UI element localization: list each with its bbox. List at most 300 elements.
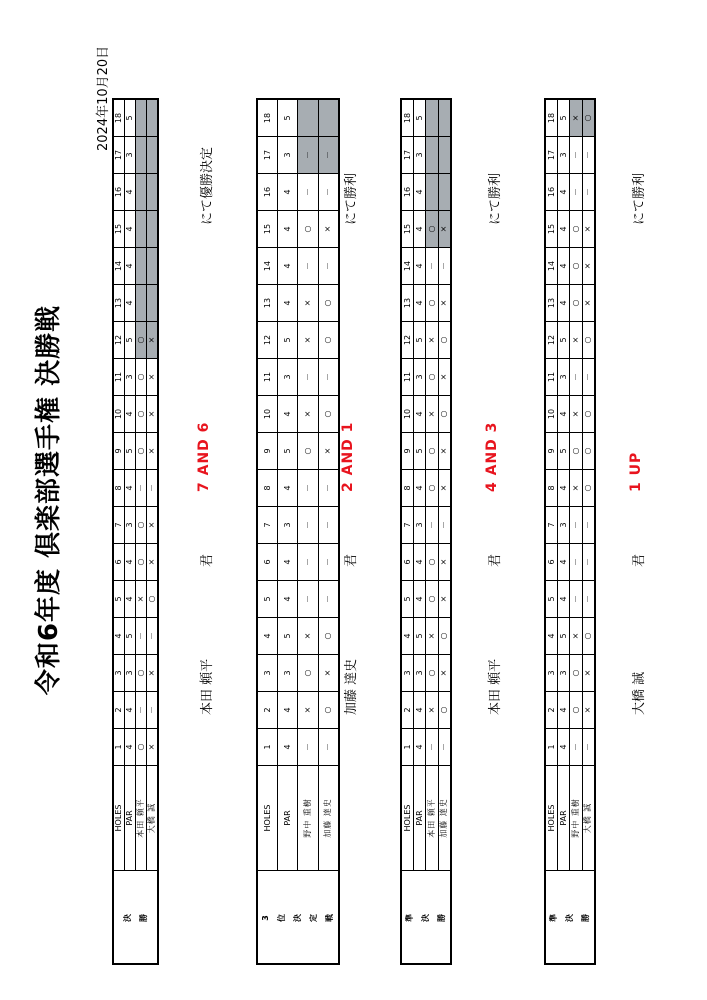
player-name: 加藤 達史: [438, 766, 451, 871]
par-value: 5: [125, 322, 136, 359]
hole-number: 8: [257, 470, 278, 507]
hole-result: －: [570, 507, 582, 544]
hole-number: 3: [401, 655, 414, 692]
hole-result: ×: [298, 322, 318, 359]
hole-number: 6: [113, 544, 125, 581]
hole-result: －: [438, 729, 451, 766]
hole-number: 18: [401, 99, 414, 137]
hole-result: ×: [318, 433, 339, 470]
par-value: 3: [125, 507, 136, 544]
hole-number: 7: [113, 507, 125, 544]
hole-number: 16: [113, 174, 125, 211]
par-value: 4: [278, 248, 298, 285]
hole-number: 13: [401, 285, 414, 322]
hole-result: [147, 174, 159, 211]
hole-result: －: [318, 470, 339, 507]
par-value: 4: [278, 211, 298, 248]
hole-result: ×: [438, 285, 451, 322]
hole-result: ○: [426, 211, 438, 248]
hole-number: 5: [113, 581, 125, 618]
hole-result: －: [318, 581, 339, 618]
hole-number: 1: [545, 729, 558, 766]
par-value: 4: [558, 396, 570, 433]
hole-result: ○: [582, 618, 595, 655]
hole-result: －: [438, 248, 451, 285]
hole-result: ○: [426, 285, 438, 322]
hole-result: ○: [426, 359, 438, 396]
hole-result: －: [298, 581, 318, 618]
hole-number: 2: [257, 692, 278, 729]
par-value: 5: [558, 322, 570, 359]
par-value: 4: [125, 396, 136, 433]
hole-result: －: [318, 359, 339, 396]
hole-number: 18: [257, 99, 278, 137]
hole-result: ×: [438, 211, 451, 248]
hole-result: －: [426, 729, 438, 766]
par-value: 3: [558, 507, 570, 544]
hole-result: ○: [136, 433, 147, 470]
par-value: 4: [125, 174, 136, 211]
hole-result: ○: [570, 248, 582, 285]
winner-name: 本田 頼平: [200, 658, 215, 715]
hole-result: －: [298, 544, 318, 581]
hole-result: [318, 99, 339, 137]
par-value: 3: [125, 655, 136, 692]
hole-result: [136, 248, 147, 285]
hole-result: ○: [426, 433, 438, 470]
par-value: 4: [558, 285, 570, 322]
honorific: 君: [344, 553, 359, 567]
hole-result: [136, 211, 147, 248]
hole-number: 2: [113, 692, 125, 729]
hole-number: 9: [257, 433, 278, 470]
par-value: 5: [278, 433, 298, 470]
player-name: 加藤 達史: [318, 766, 339, 871]
hole-result: ×: [136, 581, 147, 618]
hole-result: ×: [570, 618, 582, 655]
par-value: 4: [558, 174, 570, 211]
hole-result: －: [318, 248, 339, 285]
hole-number: 13: [545, 285, 558, 322]
hole-result: －: [318, 137, 339, 174]
par-value: 3: [414, 507, 426, 544]
hole-number: 1: [113, 729, 125, 766]
hole-result: ×: [582, 248, 595, 285]
hole-result: ○: [136, 507, 147, 544]
hole-number: 15: [545, 211, 558, 248]
hole-result: －: [426, 507, 438, 544]
hole-result: ○: [298, 433, 318, 470]
hole-result: ×: [582, 211, 595, 248]
hole-result: ○: [570, 433, 582, 470]
player-name: 野中 重樹: [298, 766, 318, 871]
hole-result: ×: [298, 692, 318, 729]
hole-number: 14: [113, 248, 125, 285]
par-value: 4: [278, 470, 298, 507]
hole-result: [136, 174, 147, 211]
player-row: [318, 99, 339, 964]
hole-result: ×: [438, 544, 451, 581]
hole-result: [438, 137, 451, 174]
hole-result: ×: [582, 655, 595, 692]
hole-result: [147, 99, 159, 137]
match-scorecard: [400, 98, 452, 965]
winner-name: 加藤 達史: [344, 658, 359, 715]
par-value: 5: [125, 99, 136, 137]
hole-result: －: [582, 174, 595, 211]
par-value: 3: [558, 655, 570, 692]
hole-number: 3: [545, 655, 558, 692]
result-note: にて勝利: [344, 172, 359, 225]
page-title: 令和6年度 倶楽部選手権 決勝戦: [34, 304, 64, 696]
honorific: 君: [632, 553, 647, 567]
hole-result: －: [136, 618, 147, 655]
hole-result: －: [318, 507, 339, 544]
par-value: 4: [414, 581, 426, 618]
holes-label: HOLES: [545, 766, 558, 871]
hole-result: ×: [582, 285, 595, 322]
hole-number: 10: [401, 396, 414, 433]
hole-result: ○: [318, 692, 339, 729]
hole-result: ×: [147, 729, 159, 766]
hole-result: ○: [570, 285, 582, 322]
par-value: 4: [125, 211, 136, 248]
hole-result: －: [298, 470, 318, 507]
par-value: 3: [414, 655, 426, 692]
hole-result: －: [318, 729, 339, 766]
match-category: 準 決 勝: [545, 871, 595, 965]
par-value: 5: [414, 99, 426, 137]
hole-number: 18: [545, 99, 558, 137]
hole-result: ○: [136, 544, 147, 581]
hole-number: 10: [257, 396, 278, 433]
hole-result: －: [136, 470, 147, 507]
hole-result: [426, 174, 438, 211]
par-value: 4: [125, 692, 136, 729]
match-block: [400, 38, 503, 965]
match-scorecard: [256, 98, 340, 965]
holes-label: HOLES: [401, 766, 414, 871]
hole-result: ×: [570, 470, 582, 507]
hole-result: [147, 211, 159, 248]
par-value: 3: [278, 137, 298, 174]
player-row: [426, 99, 438, 964]
hole-number: 9: [401, 433, 414, 470]
player-row: [438, 99, 451, 964]
par-value: 4: [414, 174, 426, 211]
hole-number: 8: [401, 470, 414, 507]
hole-result: ×: [147, 544, 159, 581]
match-score: 7 AND 6: [196, 421, 212, 492]
hole-number: 12: [257, 322, 278, 359]
hole-result: ×: [147, 433, 159, 470]
hole-number: 16: [545, 174, 558, 211]
par-value: 4: [414, 211, 426, 248]
par-value: 3: [558, 137, 570, 174]
hole-result: ×: [438, 470, 451, 507]
match-score: 2 AND 1: [340, 421, 356, 492]
hole-number: 8: [545, 470, 558, 507]
hole-number: 16: [257, 174, 278, 211]
hole-result: ×: [426, 692, 438, 729]
par-value: 5: [558, 433, 570, 470]
hole-number: 4: [257, 618, 278, 655]
hole-result: －: [582, 507, 595, 544]
hole-result: ×: [438, 359, 451, 396]
par-value: 3: [278, 655, 298, 692]
par-value: 4: [558, 692, 570, 729]
hole-result: ×: [298, 618, 318, 655]
hole-number: 9: [545, 433, 558, 470]
holes-label: HOLES: [257, 766, 278, 871]
hole-result: －: [147, 618, 159, 655]
par-value: 4: [278, 581, 298, 618]
par-value: 4: [278, 396, 298, 433]
hole-result: [438, 99, 451, 137]
hole-number: 12: [401, 322, 414, 359]
par-value: 5: [278, 618, 298, 655]
hole-result: －: [426, 248, 438, 285]
hole-number: 16: [401, 174, 414, 211]
hole-number: 17: [545, 137, 558, 174]
hole-number: 7: [257, 507, 278, 544]
hole-number: 1: [257, 729, 278, 766]
hole-number: 7: [401, 507, 414, 544]
hole-result: [147, 248, 159, 285]
hole-result: ×: [147, 396, 159, 433]
hole-result: －: [570, 544, 582, 581]
player-name: 本田 頼平: [426, 766, 438, 871]
par-value: 4: [558, 248, 570, 285]
par-value: 4: [125, 248, 136, 285]
par-value: 5: [278, 322, 298, 359]
match-score: 4 AND 3: [484, 421, 500, 492]
par-value: 4: [558, 729, 570, 766]
par-value: 4: [414, 729, 426, 766]
par-label: PAR: [558, 766, 570, 871]
hole-result: ○: [136, 729, 147, 766]
hole-result: [426, 99, 438, 137]
hole-result: ×: [298, 285, 318, 322]
hole-number: 14: [257, 248, 278, 285]
hole-result: ×: [147, 322, 159, 359]
player-name: 大橋 誠: [147, 766, 159, 871]
hole-result: ×: [570, 322, 582, 359]
hole-result: [136, 285, 147, 322]
hole-result: ×: [438, 655, 451, 692]
par-value: 4: [125, 285, 136, 322]
hole-result: －: [570, 137, 582, 174]
par-value: 5: [278, 99, 298, 137]
hole-result: －: [318, 544, 339, 581]
par-value: 4: [558, 470, 570, 507]
hole-result: ○: [426, 655, 438, 692]
hole-result: [426, 137, 438, 174]
hole-result: ○: [570, 211, 582, 248]
hole-result: ○: [582, 433, 595, 470]
hole-result: ×: [147, 655, 159, 692]
par-value: 4: [125, 729, 136, 766]
hole-number: 11: [401, 359, 414, 396]
hole-result: ○: [136, 655, 147, 692]
hole-result: ×: [426, 618, 438, 655]
hole-result: ×: [570, 99, 582, 137]
par-value: 5: [125, 618, 136, 655]
hole-number: 2: [401, 692, 414, 729]
hole-result: [298, 99, 318, 137]
par-value: 4: [558, 544, 570, 581]
hole-number: 17: [257, 137, 278, 174]
hole-number: 2: [545, 692, 558, 729]
hole-result: ○: [318, 322, 339, 359]
par-value: 4: [125, 581, 136, 618]
hole-number: 4: [545, 618, 558, 655]
hole-number: 6: [257, 544, 278, 581]
hole-number: 18: [113, 99, 125, 137]
hole-result: ○: [582, 99, 595, 137]
hole-result: ○: [438, 692, 451, 729]
hole-result: ○: [582, 322, 595, 359]
hole-result: ○: [147, 581, 159, 618]
hole-result: －: [582, 544, 595, 581]
par-value: 3: [278, 359, 298, 396]
hole-result: －: [582, 137, 595, 174]
hole-result: ○: [570, 655, 582, 692]
hole-result: －: [136, 692, 147, 729]
hole-result: ○: [136, 396, 147, 433]
par-value: 5: [414, 322, 426, 359]
hole-number: 9: [113, 433, 125, 470]
par-value: 4: [414, 396, 426, 433]
hole-result: －: [298, 137, 318, 174]
hole-number: 5: [545, 581, 558, 618]
hole-result: －: [147, 470, 159, 507]
hole-number: 11: [113, 359, 125, 396]
par-value: 4: [558, 211, 570, 248]
hole-result: ○: [426, 470, 438, 507]
par-value: 4: [278, 174, 298, 211]
hole-result: ○: [136, 322, 147, 359]
hole-result: ○: [438, 618, 451, 655]
par-value: 3: [125, 137, 136, 174]
par-value: 4: [278, 692, 298, 729]
hole-result: －: [582, 359, 595, 396]
hole-result: ○: [318, 618, 339, 655]
match-category: 3 位 決 定 戦: [257, 871, 339, 965]
hole-number: 10: [113, 396, 125, 433]
match-category: 決 勝: [113, 871, 158, 965]
hole-number: 17: [401, 137, 414, 174]
hole-result: －: [570, 729, 582, 766]
hole-result: －: [147, 692, 159, 729]
par-value: 5: [414, 433, 426, 470]
par-value: 3: [125, 359, 136, 396]
match-scorecard: [112, 98, 159, 965]
match-block: [256, 38, 359, 965]
result-note: にて優勝決定: [200, 146, 215, 225]
player-row: [147, 99, 159, 964]
hole-result: ○: [582, 470, 595, 507]
hole-result: ×: [147, 359, 159, 396]
par-value: 4: [414, 544, 426, 581]
hole-number: 7: [545, 507, 558, 544]
hole-result: －: [570, 174, 582, 211]
honorific: 君: [488, 553, 503, 567]
result-note: にて勝利: [488, 172, 503, 225]
hole-result: ○: [426, 581, 438, 618]
hole-result: [147, 285, 159, 322]
hole-number: 5: [257, 581, 278, 618]
player-row: [298, 99, 318, 964]
hole-number: 4: [401, 618, 414, 655]
hole-result: ○: [318, 396, 339, 433]
hole-number: 15: [401, 211, 414, 248]
player-name: 大橋 誠: [582, 766, 595, 871]
hole-number: 3: [257, 655, 278, 692]
hole-result: ×: [582, 692, 595, 729]
hole-number: 6: [401, 544, 414, 581]
hole-result: ×: [318, 211, 339, 248]
hole-number: 12: [545, 322, 558, 359]
hole-number: 14: [545, 248, 558, 285]
hole-number: 11: [545, 359, 558, 396]
hole-result: ○: [136, 359, 147, 396]
par-value: 4: [414, 285, 426, 322]
winner-name: 大橋 誠: [632, 671, 647, 715]
hole-number: 6: [545, 544, 558, 581]
hole-result: ○: [438, 396, 451, 433]
hole-result: ×: [570, 396, 582, 433]
par-value: 4: [414, 248, 426, 285]
hole-result: －: [582, 729, 595, 766]
par-value: 3: [414, 137, 426, 174]
hole-number: 17: [113, 137, 125, 174]
match-block: [544, 38, 647, 965]
hole-number: 3: [113, 655, 125, 692]
par-value: 4: [278, 729, 298, 766]
hole-result: －: [570, 581, 582, 618]
par-value: 3: [558, 359, 570, 396]
match-block: [112, 38, 215, 965]
hole-result: ×: [438, 581, 451, 618]
event-date: 2024年10月20日: [96, 45, 111, 151]
par-value: 3: [414, 359, 426, 396]
hole-result: ○: [426, 544, 438, 581]
par-value: 4: [278, 285, 298, 322]
hole-result: ○: [298, 655, 318, 692]
par-value: 3: [278, 507, 298, 544]
hole-result: ○: [298, 211, 318, 248]
hole-result: －: [438, 507, 451, 544]
hole-result: －: [318, 174, 339, 211]
par-value: 4: [558, 581, 570, 618]
hole-number: 15: [113, 211, 125, 248]
hole-result: ×: [426, 322, 438, 359]
par-value: 5: [558, 99, 570, 137]
hole-number: 14: [401, 248, 414, 285]
hole-result: ×: [298, 396, 318, 433]
result-note: にて勝利: [632, 172, 647, 225]
hole-number: 5: [401, 581, 414, 618]
hole-result: [136, 137, 147, 174]
player-row: [582, 99, 595, 964]
hole-result: [147, 137, 159, 174]
match-category: 準 決 勝: [401, 871, 451, 965]
par-value: 4: [278, 544, 298, 581]
hole-number: 10: [545, 396, 558, 433]
hole-number: 11: [257, 359, 278, 396]
hole-number: 13: [257, 285, 278, 322]
